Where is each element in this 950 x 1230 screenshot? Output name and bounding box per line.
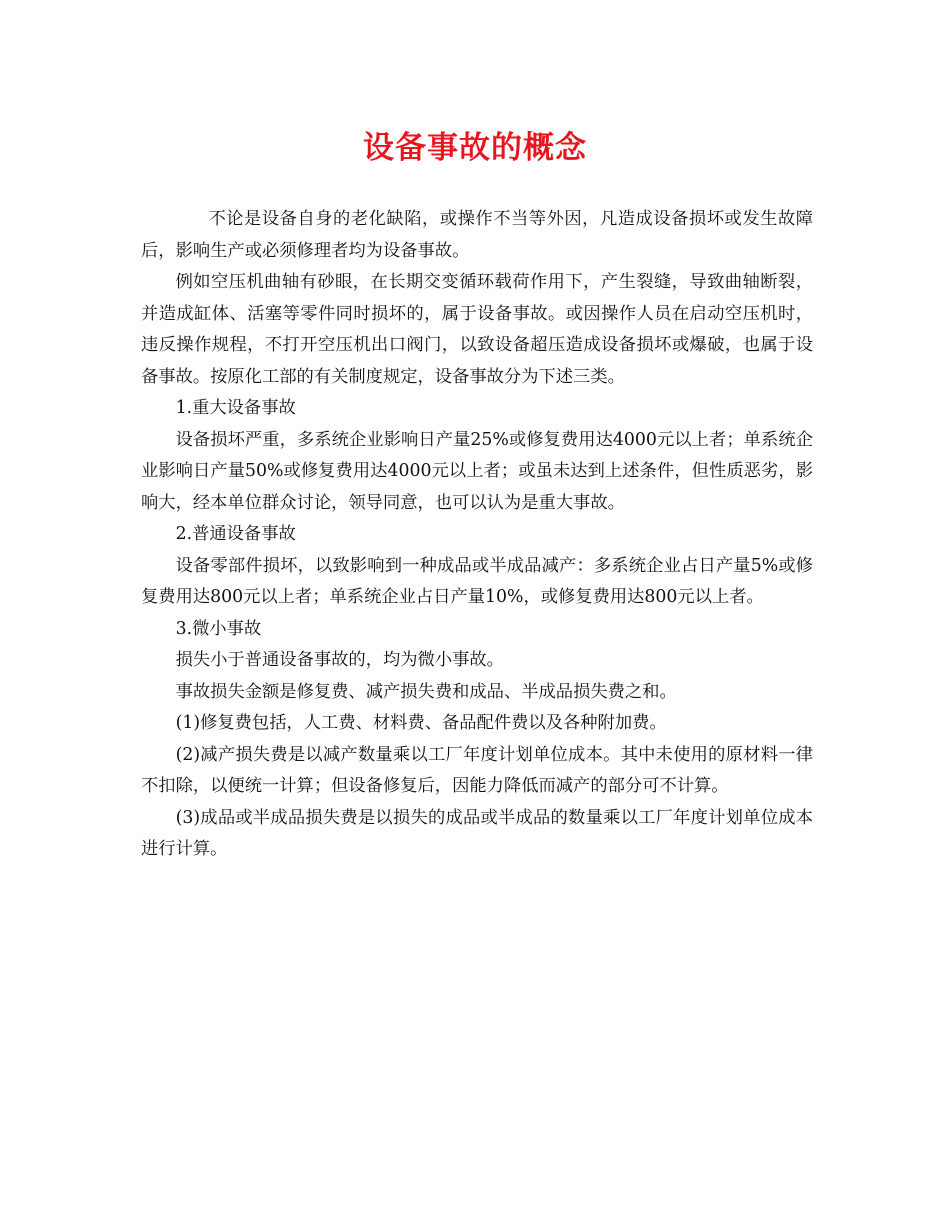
heading-ordinary-accident: 2.普通设备事故 <box>175 524 296 544</box>
document-title: 设备事故的概念 <box>363 130 587 166</box>
paragraph-minor-accident: 损失小于普通设备事故的，均为微小事故。 <box>175 650 504 670</box>
paragraph-ordinary-accident: 设备零部件损坏，以致影响到一种成品或半成品减产：多系统企业占日产量5%或修复费用达800元以上者；单系统企业占日产量10%，或修复费用达800元以上者。 <box>141 555 813 607</box>
paragraph-definition: 不论是设备自身的老化缺陷，或操作不当等外因，凡造成设备损坏或发生故障后，影响生产或必须修理者均为设备事故。 <box>141 209 813 261</box>
list-item-product-loss: (3)成品或半成品损失费是以损失的成品或半成品的数量乘以工厂年度计划单位成本进行计算。 <box>141 807 813 859</box>
paragraph-loss-amount: 事故损失金额是修复费、减产损失费和成品、半成品损失费之和。 <box>175 681 677 702</box>
document-body <box>141 204 813 866</box>
heading-major-accident: 1.重大设备事故 <box>175 398 296 418</box>
list-item-repair-cost: (1)修复费包括，人工费、材料费、备品配件费以及各种附加费。 <box>175 713 667 733</box>
paragraph-major-accident: 设备损坏严重，多系统企业影响日产量25%或修复费用达4000元以上者；单系统企业影响日产量50%或修复费用达4000元以上者；或虽未达到上述条件，但性质恶劣，影响大，经本单位群众讨论，领导同意，也可以认为是重大事故。 <box>141 429 813 513</box>
paragraph-example: 例如空压机曲轴有砂眼，在长期交变循环载荷作用下，产生裂缝，导致曲轴断裂，并造成缸体、活塞等零件同时损坏的，属于设备事故。或因操作人员在启动空压机时，违反操作规程，不打开空压机出口阀门，以致设备超压造成设备损坏或爆破，也属于设备事故。按原化工部的有关制度规定，设备事故分为下述三类。 <box>141 272 813 387</box>
list-item-production-loss: (2)减产损失费是以减产数量乘以工厂年度计划单位成本。其中未使用的原材料一律不扣除，以便统一计算；但设备修复后，因能力降低而减产的部分可不计算。 <box>141 744 813 796</box>
heading-minor-accident: 3.微小事故 <box>175 618 262 639</box>
